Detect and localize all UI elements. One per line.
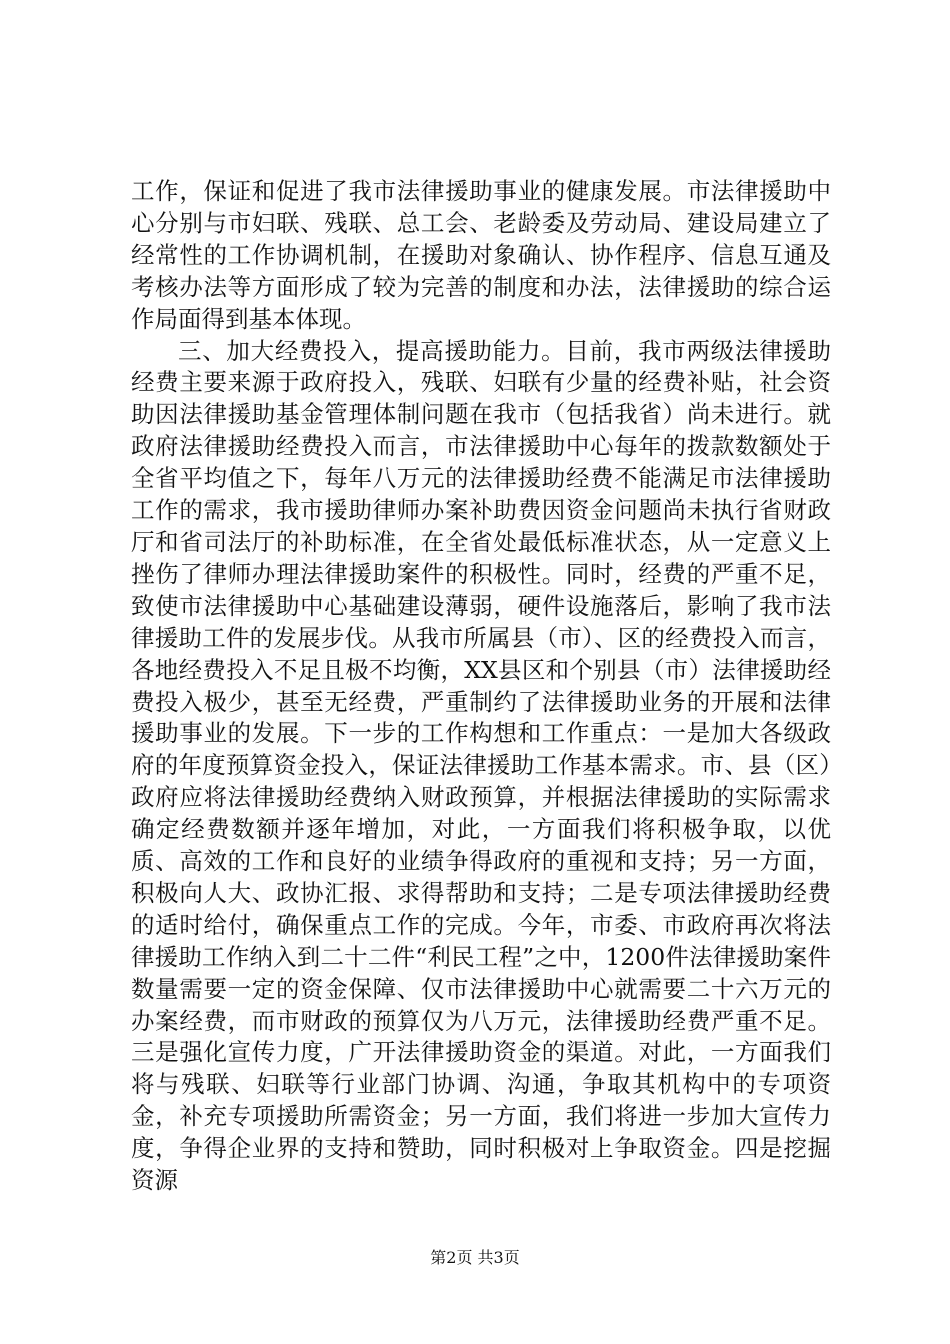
paragraph-2: 三、加大经费投入，提高援助能力。目前，我市两级法律援助经费主要来源于政府投入，残联、妇联有少量的经费补贴，社会资助因法律援助基金管理体制问题在我市（包括我省）尚未进行。就政府法律援助经费投入而言，市法律援助中心每年的拨款数额处于全省平均值之下，每年八万元的法律援助经费不能满足市法律援助工作的需求，我市援助律师办案补助费因资金问题尚未执行省财政厅和省司法厅的补助标准，在全省处最低标准状态，从一定意义上挫伤了律师办理法律援助案件的积极性。同时，经费的严重不足，致使市法律援助中心基础建设薄弱，硬件设施落后，影响了我市法律援助工件的发展步伐。从我市所属县（市）、区的经费投入而言，各地经费投入不足且极不均衡，XX县区和个别县（市）法律援助经费投入极少，甚至无经费，严重制约了法律援助业务的开展和法律援助事业的发展。下一步的工作构想和工作重点：一是加大各级政府的年度预算资金投入，保证法律援助工作基本需求。市、县（区）政府应将法律援助经费纳入财政预算，并根据法律援助的实际需求确定经费数额并逐年增加，对此，一方面我们将积极争取，以优质、高效的工作和良好的业绩争得政府的重视和支持；另一方面，积极向人大、政协汇报、求得帮助和支持；二是专项法律援助经费的适时给付，确保重点工作的完成。今年，市委、市政府再次将法律援助工作纳入到二十二件“利民工程”之中，1200件法律援助案件数量需要一定的资金保障、仅市法律援助中心就需要二十六万元的办案经费，而市财政的预算仅为八万元，法律援助经费严重不足。三是强化宣传力度，广开法律援助资金的渠道。对此，一方面我们将与残联、妇联等行业部门协调、沟通，争取其机构中的专项资金，补充专项援助所需资金；另一方面，我们将进一步加大宣传力度，争得企业界的支持和赞助，同时积极对上争取资金。四是挖掘资源: [131, 336, 831, 1195]
body-text: [131, 176, 831, 1197]
page-footer: 第2页 共3页: [430, 1248, 520, 1267]
paragraph-1: 工作，保证和促进了我市法律援助事业的健康发展。市法律援助中心分别与市妇联、残联、总工会、老龄委及劳动局、建设局建立了经常性的工作协调机制，在援助对象确认、协作程序、信息互通及考核办法等方面形成了较为完善的制度和办法，法律援助的综合运作局面得到基本体现。: [131, 177, 831, 333]
